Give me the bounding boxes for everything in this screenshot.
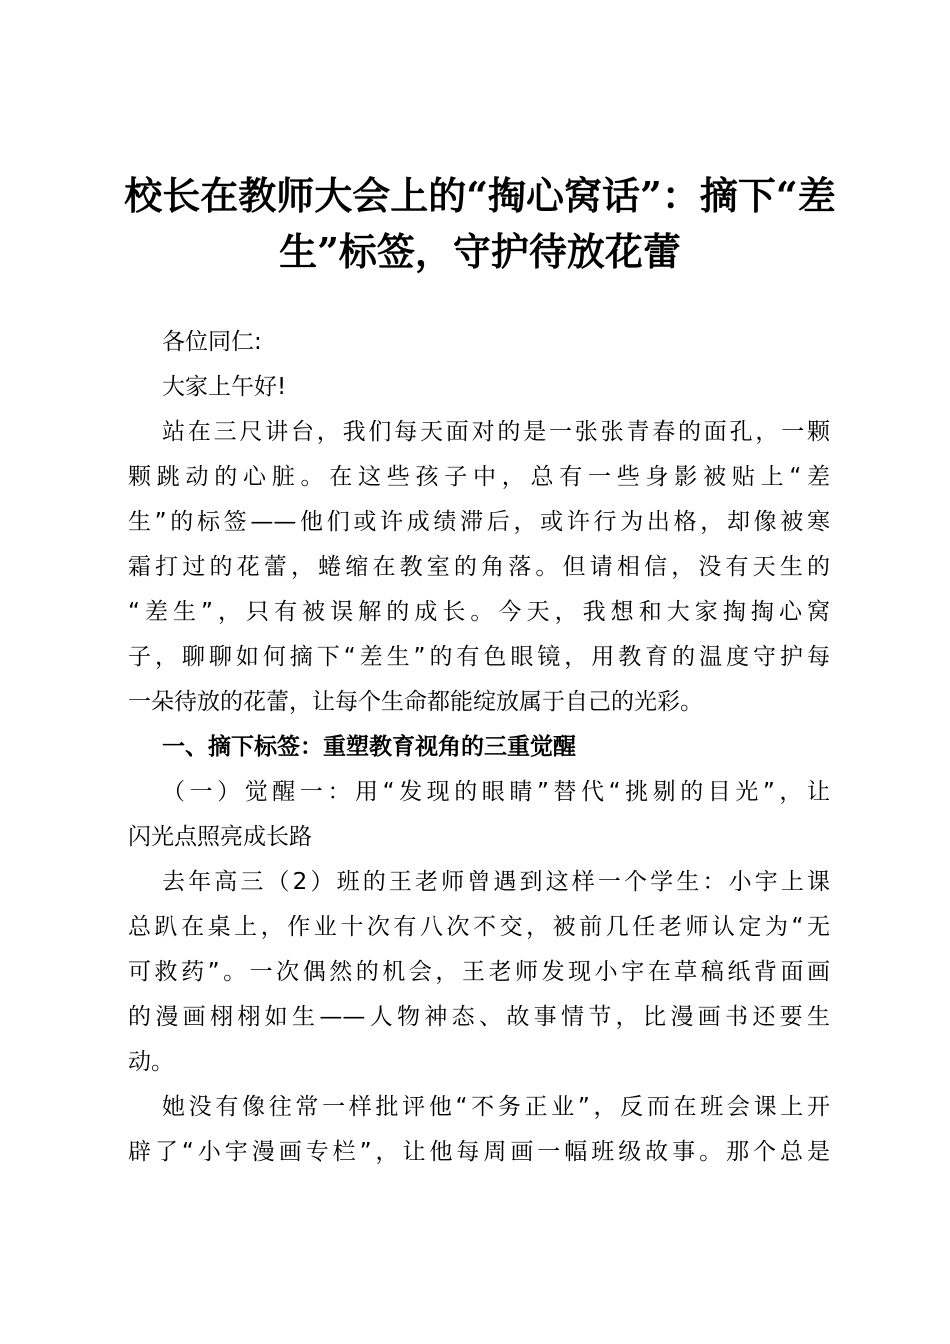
greeting-paragraph [128,365,830,410]
subsection-line: （一）觉醒一：用“发现的眼睛”替代“挑剔的目光”，让 [162,779,830,805]
story-paragraph-2 [128,1085,830,1175]
salutation-paragraph [128,320,830,365]
subsection-line: 闪光点照亮成长路 [128,824,312,850]
story-line: 总趴在桌上，作业十次有八次不交，被前几任老师认定为“无 [128,914,830,940]
story-line: 的漫画栩栩如生——人物神态、故事情节，比漫画书还要生 [128,1004,830,1030]
story-line: 可救药”。一次偶然的机会，王老师发现小宇在草稿纸背面画 [128,959,830,985]
title-line-2: 生”标签，守护待放花蕾 [279,229,681,274]
document-title [120,168,840,280]
story-line: 去年高三（2）班的王老师曾遇到这样一个学生：小宇上课 [162,869,830,895]
story-line: 动。 [128,1049,174,1075]
section-heading: 一、摘下标签：重塑教育视角的三重觉醒 [162,734,576,760]
intro-paragraph [128,410,830,725]
intro-line: 一朵待放的花蕾，让每个生命都能绽放属于自己的光彩。 [128,689,703,715]
story-paragraph-1 [128,860,830,1085]
intro-line: “差生”，只有被误解的成长。今天，我想和大家掏掏心窝 [128,599,830,625]
story-line: 辟了“小宇漫画专栏”，让他每周画一幅班级故事。那个总是 [128,1139,830,1165]
intro-line: 颗跳动的心脏。在这些孩子中，总有一些身影被贴上“差 [128,464,830,490]
intro-line: 霜打过的花蕾，蜷缩在教室的角落。但请相信，没有天生的 [128,554,830,580]
document-body [128,320,830,1175]
section-1 [128,725,830,1175]
salutation: 各位同仁: [162,329,262,355]
subsection-heading [128,770,830,860]
intro-line: 生”的标签——他们或许成绩滞后，或许行为出格，却像被寒 [128,509,830,535]
title-line-1: 校长在教师大会上的“掏心窝话”：摘下“差 [124,173,836,218]
story-line: 她没有像往常一样批评他“不务正业”，反而在班会课上开 [162,1094,830,1120]
intro-line: 站在三尺讲台，我们每天面对的是一张张青春的面孔，一颗 [162,419,830,445]
intro-line: 子，聊聊如何摘下“差生”的有色眼镜，用教育的温度守护每 [128,644,830,670]
greeting: 大家上午好! [162,374,287,400]
